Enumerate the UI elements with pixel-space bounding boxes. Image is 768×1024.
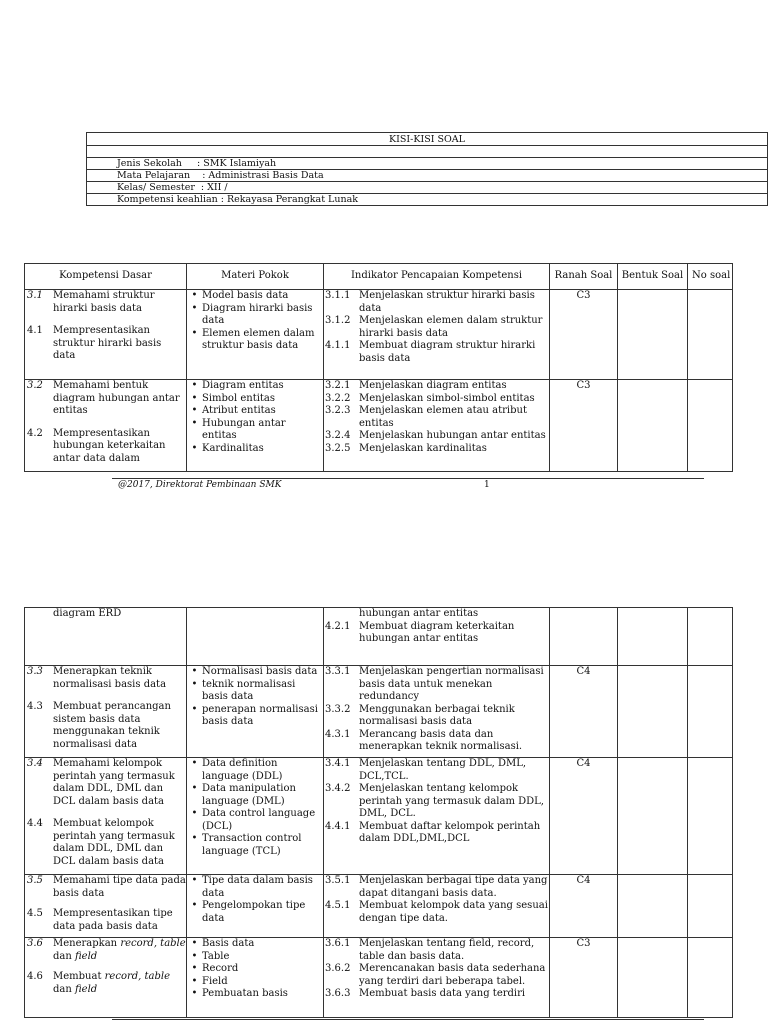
header-blank-row [87,146,768,158]
indikator-cell: 3.4.1 Menjelaskan tentang DDL, DML, DCL,TCL. 3.4.2 Menjelaskan tentang kelompok perintah yang termasuk dalam DDL, DML, DCL. 4.4.1 Membuat daftar kelompok perintah dalam DDL,DML,DCL [324,758,550,875]
header-mata-pelajaran: Mata Pelajaran : Administrasi Basis Data [87,170,768,182]
indikator-cell: 3.6.1 Menjelaskan tentang field, record, table dan basis data. 3.6.2 Merencanakan basis data sederhana yang terdiri dari beberapa tabel. 3.6.3 Membuat basis data yang terdiri [324,938,550,1018]
kd-item [25,290,186,315]
indikator-item: 3.2.4 Menjelaskan hubungan antar entitas [325,430,546,441]
indikator-item: 3.1.2 Menjelaskan elemen dalam struktur hirarki basis data [325,315,543,339]
col-header-ranah-soal: Ranah Soal [550,264,618,290]
bullet-icon: • [191,975,198,987]
indikator-item: 3.2.1 Menjelaskan diagram entitas [325,380,507,391]
indikator-cell [324,380,550,472]
bullet-icon: • [191,678,198,690]
bullet-icon: • [191,290,198,301]
bullet-icon: • [191,783,198,794]
footer-divider [112,1019,704,1020]
list-item: • Record [187,963,323,976]
bullet-icon: • [191,380,198,391]
indikator-cell [324,290,550,380]
table-row [25,875,733,938]
ranah-cell: C4 [550,758,618,875]
list-item: • Field [187,976,323,989]
kd-item [25,325,186,363]
kd-cell: 3.4 Memahami kelompok perintah yang termasuk dalam DDL, DML dan DCL dalam basis data 4.4 Membuat kelompok perintah yang termasuk dalam DDL, DML dan DCL dalam basis data [25,758,187,875]
col-header-materi-pokok: Materi Pokok [187,264,324,290]
list-item: • Model basis data [187,290,323,303]
kisi-table-page-2 [24,607,733,1018]
list-item: • Transaction control language (TCL) [187,833,323,858]
kisi-table-page-1 [24,263,733,472]
header-kompetensi-keahlian: Kompetensi keahlian : Rekayasa Perangkat Lunak [87,194,768,206]
bentuk-cell [618,666,688,758]
kd-cell: 3.3 Menerapkan teknik normalisasi basis data 4.3 Membuat perancangan sistem basis data menggunakan teknik normalisasi data [25,666,187,758]
kd-cell: 3.5 Memahami tipe data pada basis data 4.5 Mempresentasikan tipe data pada basis data [25,875,187,938]
bullet-icon: • [191,302,198,314]
no-soal-cell [688,875,733,938]
indikator-item: 4.2.1 Membuat diagram keterkaitan hubungan antar entitas [325,620,515,644]
indikator-cell: 3.5.1 Menjelaskan berbagai tipe data yang dapat ditangani basis data. 4.5.1 Membuat kelompok data yang sesuai dengan tipe data. [324,875,550,938]
kd-number: 3.1 [27,290,43,301]
indikator-item: 3.1.1 Menjelaskan struktur hirarki basis data [325,290,535,314]
header-jenis-sekolah: Jenis Sekolah : SMK Islamiyah [87,158,768,170]
bullet-icon: • [191,963,198,974]
list-item: • Pembuatan basis [187,988,323,1001]
footer-divider [112,478,704,479]
document-title: KISI-KISI SOAL [87,133,768,146]
kd-cell [25,380,187,472]
document-page-2 [0,520,768,1024]
indikator-item: 3.2.5 Menjelaskan kardinalitas [325,442,487,454]
bullet-icon: • [191,900,198,911]
col-header-no-soal: No soal [688,264,733,290]
kd-text: Mempresentasikan struktur hirarki basis data [53,325,162,361]
no-soal-cell [688,380,733,472]
kd-item: 4.2 Mempresentasikan hubungan keterkaitan antar data dalam [27,427,166,464]
list-item: • Elemen elemen dalam struktur basis data [187,328,323,353]
materi-cell [187,380,324,472]
bullet-icon: • [191,833,198,844]
indikator-cell: hubungan antar entitas 4.2.1 Membuat diagram keterkaitan hubungan antar entitas [324,608,550,666]
bullet-icon: • [191,875,198,886]
no-soal-cell [688,290,733,380]
bullet-icon: • [191,327,198,339]
bullet-icon: • [191,938,198,949]
list-item: • Normalisasi basis data [187,666,323,679]
table-row [25,608,733,666]
materi-cell [187,875,324,938]
table-row [25,758,733,875]
kd-number: 4.1 [27,325,43,336]
list-item: • teknik normalisasi basis data [187,679,323,704]
bentuk-cell [618,290,688,380]
ranah-cell: C3 [550,290,618,380]
footer-copyright: @2017, Direktorat Pembinaan SMK [118,480,282,490]
materi-cell [187,290,324,380]
list-item: • Hubungan antar entitas [187,418,323,443]
list-item: • Data definition language (DDL) [187,758,323,783]
no-soal-cell [688,938,733,1018]
kd-cell [25,290,187,380]
col-header-kompetensi-dasar: Kompetensi Dasar [25,264,187,290]
ranah-cell: C4 [550,875,618,938]
table-row [25,380,733,472]
no-soal-cell [688,666,733,758]
list-item: • Diagram entitas [187,380,323,393]
list-item: • Data manipulation language (DML) [187,783,323,808]
bullet-icon: • [191,392,198,404]
bullet-icon: • [191,950,198,962]
kd-cell: diagram ERD [25,608,187,666]
list-item: • Table [187,951,323,964]
materi-cell [187,938,324,1018]
ranah-cell: C3 [550,938,618,1018]
bullet-icon: • [191,666,198,677]
indikator-item: 3.2.2 Menjelaskan simbol-simbol entitas [325,392,535,404]
bullet-icon: • [191,988,198,999]
table-row [25,938,733,1018]
bullet-icon: • [191,808,198,819]
list-item: • Data control language (DCL) [187,808,323,833]
list-item: • Diagram hirarki basis data [187,303,323,328]
ranah-cell: C4 [550,666,618,758]
bullet-icon: • [191,442,198,454]
header-info-table [86,132,768,206]
bentuk-cell [618,758,688,875]
bentuk-cell [618,938,688,1018]
bullet-icon: • [191,405,198,416]
col-header-bentuk-soal: Bentuk Soal [618,264,688,290]
header-kelas-semester: Kelas/ Semester : XII / [87,182,768,194]
indikator-cell: 3.3.1 Menjelaskan pengertian normalisasi basis data untuk menekan redundancy 3.3.2 Menggunakan berbagai teknik normalisasi basis data 4.3.1 Merancang basis data dan menerapkan teknik normalisasi. [324,666,550,758]
list-item: • Simbol entitas [187,393,323,406]
bullet-icon: • [191,758,198,769]
bullet-icon: • [191,417,198,429]
materi-cell [187,608,324,666]
ranah-cell [550,608,618,666]
indikator-item: 3.2.3 Menjelaskan elemen atau atribut entitas [325,405,527,429]
bentuk-cell [618,875,688,938]
bentuk-cell [618,608,688,666]
list-item: • Kardinalitas [187,443,323,456]
list-item: • Pengelompokan tipe data [187,900,323,925]
list-item: • Atribut entitas [187,405,323,418]
list-item: • Basis data [187,938,323,951]
kd-text: Memahami struktur hirarki basis data [53,290,155,314]
kd-item: 3.2 Memahami bentuk diagram hubungan antar entitas [27,380,180,416]
no-soal-cell [688,608,733,666]
table-row [25,666,733,758]
col-header-indikator: Indikator Pencapaian Kompetensi [324,264,550,290]
indikator-item: 4.1.1 Membuat diagram struktur hirarki basis data [325,340,536,364]
no-soal-cell [688,758,733,875]
bentuk-cell [618,380,688,472]
list-item: • Tipe data dalam basis data [187,875,323,900]
materi-cell [187,758,324,875]
materi-cell [187,666,324,758]
bullet-icon: • [191,703,198,715]
table-row [25,290,733,380]
list-item: • penerapan normalisasi basis data [187,704,323,729]
footer-page-number: 1 [484,480,490,490]
ranah-cell: C3 [550,380,618,472]
kd-cell: 3.6 Menerapkan record, table dan field 4.6 Membuat record, table dan field [25,938,187,1018]
